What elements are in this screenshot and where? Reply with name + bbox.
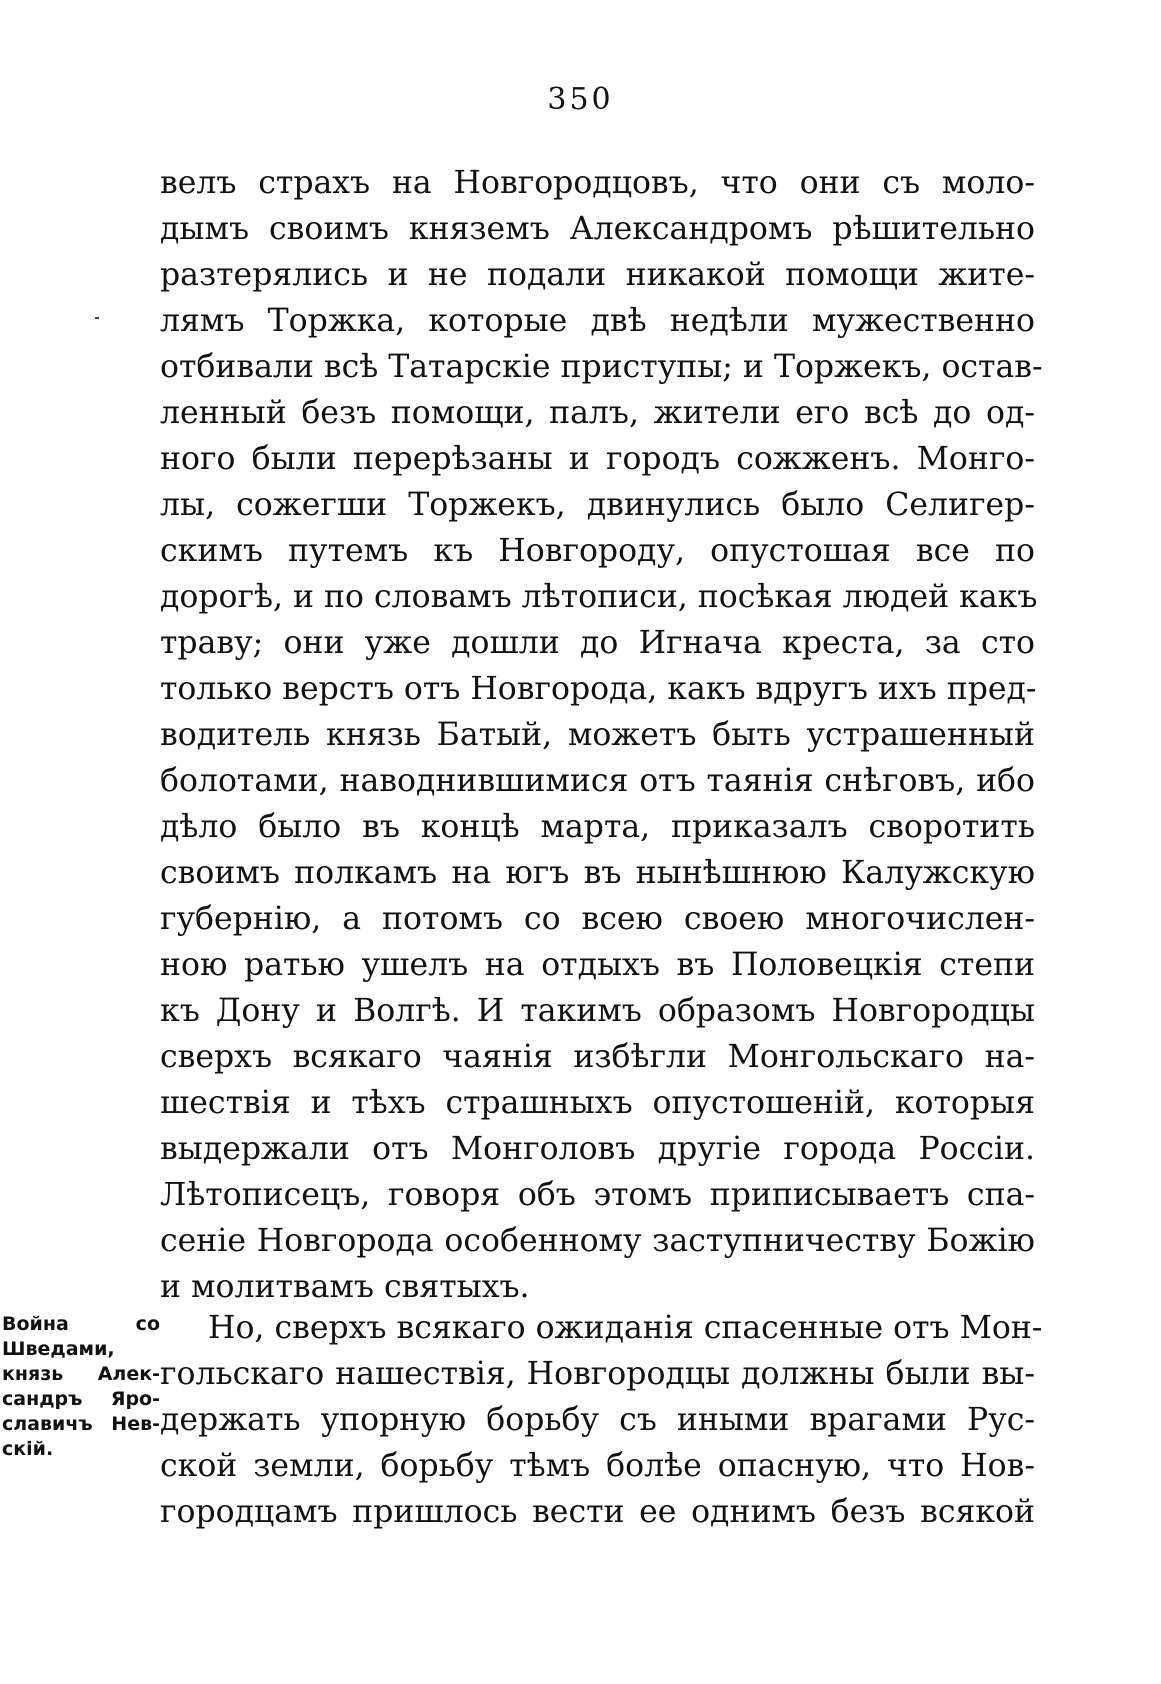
- sidenote: [2, 1312, 160, 1462]
- text-line: сеніе Новгорода особенному заступничеству Божію: [160, 1223, 1035, 1259]
- page-number: 350: [547, 82, 614, 117]
- text-line: шествія и тѣхъ страшныхъ опустошеній, которыя: [160, 1085, 1035, 1121]
- text-line: болотами, наводнившимися отъ таянія снѣговъ, ибо: [160, 763, 1035, 799]
- sidenote-line: князь Алек-: [2, 1363, 160, 1385]
- text-line: гольскаго нашествія, Новгородцы должны были вы-: [160, 1356, 1035, 1392]
- sidenote-line: Шведами,: [2, 1338, 115, 1360]
- text-line: ленный безъ помощи, палъ, жители его всѣ до од-: [160, 395, 1035, 431]
- paragraph-2: [160, 1305, 1043, 1535]
- text-line: и молитвамъ святыхъ.: [160, 1269, 530, 1305]
- text-line: къ Дону и Волгѣ. И такимъ образомъ Новгородцы: [160, 993, 1035, 1029]
- sidenote-line: скій.: [2, 1438, 54, 1460]
- text-line: водитель князь Батый, можетъ быть устрашенный: [160, 717, 1035, 753]
- text-line: ною ратью ушелъ на отдыхъ въ Половецкія степи: [160, 947, 1035, 983]
- text-line: губернію, а потомъ со всею своею многочислен-: [160, 901, 1035, 937]
- paragraph-1: [160, 160, 1043, 1310]
- text-line: траву; они уже дошли до Игнача креста, за сто: [160, 625, 1035, 661]
- text-line: только верстъ отъ Новгорода, какъ вдругъ ихъ пред-: [160, 671, 1037, 707]
- sidenote-line: славичъ Нев-: [2, 1413, 160, 1435]
- margin-mark: [95, 317, 99, 319]
- text-line: скимъ путемъ къ Новгороду, опустошая все по: [160, 533, 1035, 569]
- text-line: Но, сверхъ всякаго ожиданія спасенные отъ Мон-: [208, 1310, 1043, 1346]
- text-line: городцамъ пришлось вести ее однимъ безъ всякой: [160, 1494, 1035, 1530]
- text-line: держать упорную борьбу съ иными врагами Рус-: [160, 1402, 1035, 1438]
- text-line: лы, сожегши Торжекъ, двинулись было Селигер-: [160, 487, 1035, 523]
- sidenote-line: Война со: [2, 1313, 160, 1335]
- text-line: ской земли, борьбу тѣмъ болѣе опасную, что Нов-: [160, 1448, 1035, 1484]
- text-line: дѣло было въ концѣ марта, приказалъ своротить: [160, 809, 1035, 845]
- text-line: велъ страхъ на Новгородцовъ, что они съ моло-: [160, 165, 1035, 201]
- sidenote-line: сандръ Яро-: [2, 1388, 160, 1410]
- text-line: выдержали отъ Монголовъ другіе города Россіи.: [160, 1131, 1035, 1167]
- text-line: дорогѣ, и по словамъ лѣтописи, посѣкая людей какъ: [160, 579, 1038, 615]
- text-line: дымъ своимъ княземъ Александромъ рѣшительно: [160, 211, 1035, 247]
- text-line: отбивали всѣ Татарскіе приступы; и Торжекъ, остав-: [160, 349, 1043, 385]
- text-line: лямъ Торжка, которые двѣ недѣли мужественно: [160, 303, 1035, 339]
- text-line: ного были перерѣзаны и городъ сожженъ. Монго-: [160, 441, 1035, 477]
- text-line: Лѣтописецъ, говоря объ этомъ приписываетъ спа-: [160, 1177, 1035, 1213]
- text-line: сверхъ всякаго чаянія избѣгли Монгольскаго на-: [160, 1039, 1035, 1075]
- text-line: своимъ полкамъ на югъ въ нынѣшнюю Калужскую: [160, 855, 1035, 891]
- text-line: разтерялись и не подали никакой помощи жите-: [160, 257, 1035, 293]
